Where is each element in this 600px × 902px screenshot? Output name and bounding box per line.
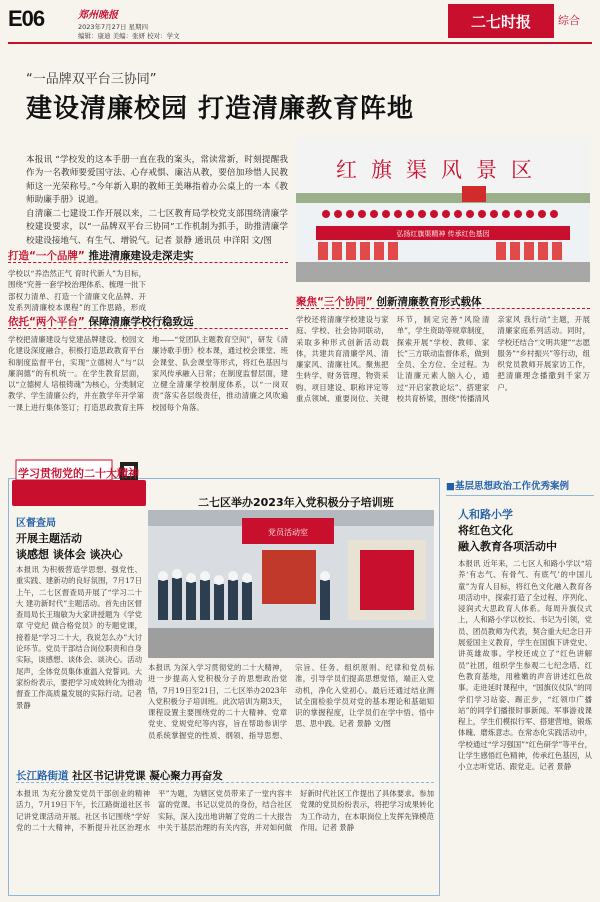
scenic-area-sign: 红旗渠风景区: [336, 158, 546, 182]
issue-date: 2023年7月27日 星期四: [78, 23, 149, 31]
section-3-text: 学校还将清廉学校建设与家庭、学校、社会协同联动，采取多种形式创新活动载体，共建共育清廉学风、清廉家风、清廉社风。聚焦把生转学、财务管理、物资采购、项目建设、职称评定等重点领域、重要岗位、关键环节，制定完善“风险清单”，学生资助等规章制度，探索开展“学校、教师、家长”三方联动监督体系，做到全员、全方位、全过程。为让清廉元素人脑入心，通过“开启家教论坛”、搭建家校共育桥梁，围绕“传播清风 亲家风 我行动”主题，开展清廉家庭系列活动。同时，学校还结合“文明共建”“志愿服务”“乡村振兴”等行动，组织党员教师开展家访工作，把清廉理念播撒到千家万户。: [296, 315, 590, 404]
group-photo-red-flag-canal: [296, 138, 590, 282]
lead-paragraph-2: 自清廉二七建设工作开展以来，二七区教育局学校党支部围绕清廉学校建设要求，以“一品牌双平台三协同”工作机制为抓手，助推清廉学校建设接地气、有生气、增锐气。记者 景静 通讯员 申洋阳 文/图: [26, 209, 288, 246]
photo-banner-text: 弘扬红旗渠精神 传承红色基因: [396, 230, 490, 238]
paper-name: 二七时报: [448, 4, 554, 38]
section-1-text: 学校以“养浩然正气 育时代新人”为目标，围绕“究善一套学校治理体系、梳理一批下部权力清单、打造一个清廉文化品牌、开发系列清廉校本课程”的工作思路，形成: [8, 269, 146, 312]
section-3-rule: [296, 308, 590, 309]
section-1-heading-red: 打造“一个品牌”: [8, 250, 85, 262]
section-name: 综合: [558, 14, 580, 27]
renhe-article-text: 本报讯 近年来，二七区人和路小学以“培养‘有志气、有骨气、有底气’的中国儿童”为育人目标，将红色文化融入教育各项活动中，探索打造了全过程、序列化、浸润式大思政育人体系。每周升旗仪式上，人和路小学以校长、书记为引领，党员、团员教师为代表，契合重大纪念日开展爱国主义教育，学生在国旗下讲党史、讲英雄故事。学校还成立了“红色讲解员”社团，组织学生参观二七纪念塔、红色教育基地，用稚嫩的声音讲述红色故事。走进延时课程中，“国旗仪仗队”的同学们学习站姿、踢正步，“红领巾广播站”的同学们播报时事新闻。军事游戏课程上，学生们模拟行军、搭建营地，锻炼体魄、磨炼意志。在常态化实践活动中，学校通过“学习强国”“红色研学”等平台，让学生感悟红色精神，传承红色基因，从小立志听党话、跟党走。记者 景静: [458, 559, 592, 772]
section-3-heading-red: 聚焦“三个协同”: [296, 296, 373, 308]
section-1-text-cont: [150, 268, 288, 314]
section-3-heading-rest: 创新清廉教育形式载体: [376, 296, 482, 308]
section-2-text: 学校把清廉建设与党建品牌建设、校园文化建设深度融合，积极打造思政教育平台和制度监督平台，实现“立德树人”与“以廉润德”的有机统一。在学生教育层面，以“立德树人 培根铸魂”为核心，分类制定教学、学生清廉公约，并在教学年开学第一课上进行集体签订；打造思政教育主阵地——“党团队主题教育空间”，研发《清廉诗歌手册》校本课，通过校会课堂、班会课堂、队会课堂等形式，将红色基因与家风传承融入日常；在制度监督层面，建立健全清廉学校制度体系，以“一岗双责”落实各层级责任，推动清廉之风吹遍校园每个角落。: [8, 335, 288, 412]
inspection-title-2: 谈感想 谈体会 谈决心: [16, 548, 123, 561]
study-banner-text: 学习贯彻党的二十大精神: [18, 467, 139, 480]
section-2-heading-rest: 保障清廉学校行稳致远: [88, 316, 194, 328]
section-2-heading: [8, 314, 193, 329]
training-article-text: 本报讯 为深入学习贯彻党的二十大精神，进一步提高入党积极分子的思想政治觉悟，7月19日至21日，二七区举办2023年入党积极分子培训班。此次培训为期3天，课程设置主要围绕党的二十大精神、党章党史、党规党纪等内容，旨在帮助参训学员系统掌握党的性质、纲领、指导思想、宗旨、任务、组织原则、纪律和党员标准，引导学员们提高思想觉悟，端正入党动机，净化入党初心。最后还通过结业测试全面检验学员对党的基本理论和基础知识的掌握程度，让学员们在学中悟、悟中思、思中践。记者 景静 文/图: [148, 663, 434, 740]
inspection-bureau-kicker: 区督查局: [16, 518, 56, 529]
section-1-rule: [8, 262, 288, 263]
party-room-sign: 党员活动室: [268, 528, 308, 537]
renhe-title-2: 融入教育各项活动中: [458, 540, 557, 553]
section-2-heading-red: 依托“两个平台”: [8, 316, 85, 328]
changjiang-rule: [16, 782, 434, 783]
headline-kicker: “一品牌双平台三协同”: [26, 72, 157, 87]
changjiang-article-text: 本报讯 为充分激发党员干部创业的精神活力，7月19日下午，长江路街道社区书记讲党课活动开展。社区书记围绕“学好党的二十大精神，不断提升社区治理水平”为题，为辖区党员带来了一堂内容丰富的党课。书记以党员的身份，结合社区实际，深入浅出地讲解了党的二十大报告中关于基层治理的有关内容，并对如何做好新时代社区工作提出了具体要求。参加党课的党员纷纷表示，将把学习成果转化为工作动力，在本职岗位上发挥先锋模范作用。记者 景静: [16, 789, 434, 832]
header-rule: [8, 42, 592, 44]
lead-paragraph: 本报讯 “学校发的这本手册一直在我的案头，常读常新，时刻提醒我作为一名教师要爱国守法、心存戒惧、廉洁从教，要倍加珍惜人民教师这一光荣称号。”今年新入职的教师王美琳指着办公桌上的一本《教师助廉手册》说道。: [26, 155, 288, 206]
study-banner: [12, 458, 146, 510]
training-class-photo: [148, 510, 434, 658]
section-3-heading: [296, 294, 481, 309]
changjiang-heading: 长江路街道 社区书记讲党课 凝心聚力再奋发: [16, 770, 223, 782]
right-column-title: ■基层思想政治工作优秀案例: [446, 478, 594, 496]
section-1-heading: [8, 248, 193, 263]
newspaper-logo: 郑州晚报: [78, 10, 118, 21]
renhe-title-1: 将红色文化: [458, 524, 513, 537]
renhe-school-name: 人和路小学: [458, 508, 513, 521]
editors-line: 编辑：康迪 美编：张妍 校对：学文: [78, 32, 180, 40]
section-2-rule: [8, 328, 288, 329]
section-1-heading-rest: 推进清廉建设走深走实: [88, 250, 194, 262]
training-class-title: 二七区举办2023年入党积极分子培训班: [198, 496, 394, 509]
inspection-article-text: 本报讯 为积极营造学思想、强党性、重实践、建新功的良好氛围，7月17日上午，二七区督查局开展了“学习二十大 建功新时代”主题活动。首先由区督查局局长王瑞敏为大家讲授题为《学党章 守党纪 做合格党员》的专题党课，接着是“学习二十大，我说怎么办”大讨论环节。党员干部结合岗位职责和自身实际，谈感想、谈体会、谈决心。活动尾声，全体党员集体重温入党誓词。大家纷纷表示，要把学习成效转化为推动督查工作高质量发展的实际行动。记者 景静: [16, 565, 142, 710]
headline-title: 建设清廉校园 打造清廉教育阵地: [26, 94, 415, 124]
inspection-title-1: 开展主题活动: [16, 532, 82, 545]
page-number: E06: [8, 6, 45, 31]
